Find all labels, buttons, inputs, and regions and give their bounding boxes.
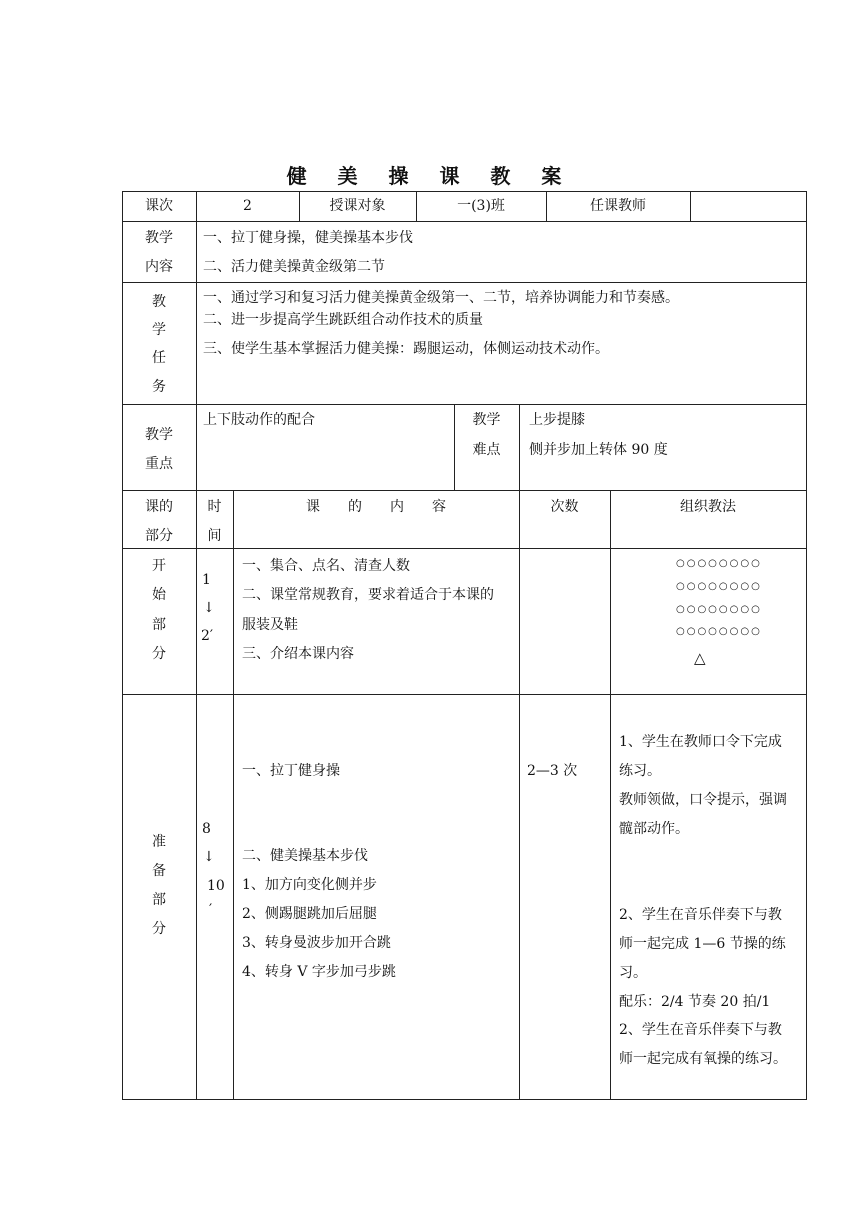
table-border [690, 191, 691, 221]
page-title: 健 美 操 课 教 案 [286, 164, 574, 188]
prepare-time-arrow: ↓ [203, 849, 215, 865]
column-method: 组织教法 [680, 499, 736, 515]
content-line: 一、拉丁健身操，健美操基本步伐 [203, 230, 413, 246]
difficulty-item: 侧并步加上转体 90 度 [529, 442, 668, 458]
prepare-method: 1、学生在教师口令下完成 [619, 734, 782, 750]
prepare-item: 二、健美操基本步伐 [242, 848, 368, 864]
prepare-method: 师一起完成 1—6 节操的练 [619, 936, 786, 952]
prepare-count: 2—3 次 [527, 763, 578, 779]
student-formation-row: ○○○○○○○○ [676, 604, 762, 615]
difficulty-label: 难点 [472, 442, 501, 458]
prepare-method: 2、学生在音乐伴奏下与教 [619, 1022, 782, 1038]
column-time: 间 [207, 528, 222, 544]
focus-label: 重点 [145, 456, 173, 472]
prepare-method: 教师领做，口令提示，强调 [619, 792, 787, 808]
prepare-item: 1、加方向变化侧并步 [242, 877, 377, 893]
prepare-item: 一、拉丁健身操 [242, 763, 340, 779]
tasks-label: 教 [152, 294, 166, 310]
prepare-item: 2、侧踢腿跳加后屈腿 [242, 906, 377, 922]
table-border [122, 490, 806, 491]
table-border [610, 490, 611, 1100]
task-line: 三、使学生基本掌握活力健美操：踢腿运动，体侧运动技术动作。 [203, 341, 609, 357]
start-part-label: 部 [152, 617, 166, 633]
prepare-time-unit: ′ [209, 902, 213, 918]
table-border [233, 490, 234, 1100]
tasks-label: 务 [152, 379, 166, 395]
tasks-label: 任 [152, 350, 166, 366]
prepare-item: 3、转身曼波步加开合跳 [242, 935, 391, 951]
table-border [122, 694, 806, 695]
lesson-label: 课次 [145, 198, 173, 214]
start-time-arrow: ↓ [203, 600, 215, 616]
prepare-part-label: 准 [152, 834, 166, 850]
prepare-method: 髋部动作。 [619, 821, 689, 837]
start-part-label: 开 [152, 558, 166, 574]
column-time: 时 [207, 499, 222, 515]
column-part: 部分 [145, 528, 173, 544]
lesson-value: 2 [243, 198, 252, 214]
prepare-method: 习。 [619, 965, 647, 981]
prepare-time: 8 [202, 821, 211, 837]
student-formation-row: ○○○○○○○○ [676, 626, 762, 637]
prepare-method: 配乐：2/4 节奏 20 拍/1 [619, 994, 771, 1010]
prepare-part-label: 分 [152, 921, 166, 937]
focus-value: 上下肢动作的配合 [203, 412, 315, 428]
tasks-label: 学 [152, 322, 166, 338]
start-part-label: 始 [152, 587, 166, 603]
column-content: 课 的 内 容 [306, 499, 446, 515]
prepare-part-label: 备 [152, 863, 166, 879]
prepare-method: 师一起完成有氧操的练习。 [619, 1051, 787, 1067]
object-label: 授课对象 [329, 198, 386, 214]
table-border [122, 282, 806, 283]
column-count: 次数 [550, 499, 579, 515]
student-formation-row: ○○○○○○○○ [676, 581, 762, 592]
prepare-part-label: 部 [152, 892, 166, 908]
teacher-position-mark: △ [694, 649, 706, 667]
start-item: 服装及鞋 [242, 617, 298, 633]
table-border [196, 191, 197, 1100]
column-part: 课的 [145, 499, 173, 515]
content-label: 教学 [145, 230, 173, 246]
prepare-method: 练习。 [619, 763, 661, 779]
start-item: 一、集合、点名、清查人数 [242, 558, 410, 574]
table-border [122, 1099, 806, 1100]
focus-label: 教学 [145, 427, 173, 443]
start-time: 2′ [201, 628, 214, 644]
teacher-label: 任课教师 [590, 198, 646, 214]
table-border [122, 404, 806, 405]
student-formation-row: ○○○○○○○○ [676, 558, 762, 569]
prepare-method: 2、学生在音乐伴奏下与教 [619, 907, 782, 923]
prepare-item: 4、转身 V 字步加弓步跳 [242, 964, 396, 980]
start-item: 二、课堂常规教育，要求着适合于本课的 [242, 587, 494, 603]
prepare-time: 10 [207, 878, 225, 894]
difficulty-label: 教学 [472, 412, 501, 428]
difficulty-item: 上步提膝 [529, 412, 585, 428]
task-line: 二、进一步提高学生跳跃组合动作技术的质量 [203, 312, 483, 328]
start-item: 三、介绍本课内容 [242, 646, 354, 662]
start-time: 1 [202, 572, 211, 588]
content-label: 内容 [145, 259, 173, 275]
content-line: 二、活力健美操黄金级第二节 [203, 259, 385, 275]
table-border [806, 191, 807, 1100]
table-border [122, 221, 806, 222]
object-value: 一(3)班 [457, 198, 505, 214]
task-line: 一、通过学习和复习活力健美操黄金级第一、二节，培养协调能力和节奏感。 [203, 290, 679, 306]
start-part-label: 分 [152, 646, 166, 662]
